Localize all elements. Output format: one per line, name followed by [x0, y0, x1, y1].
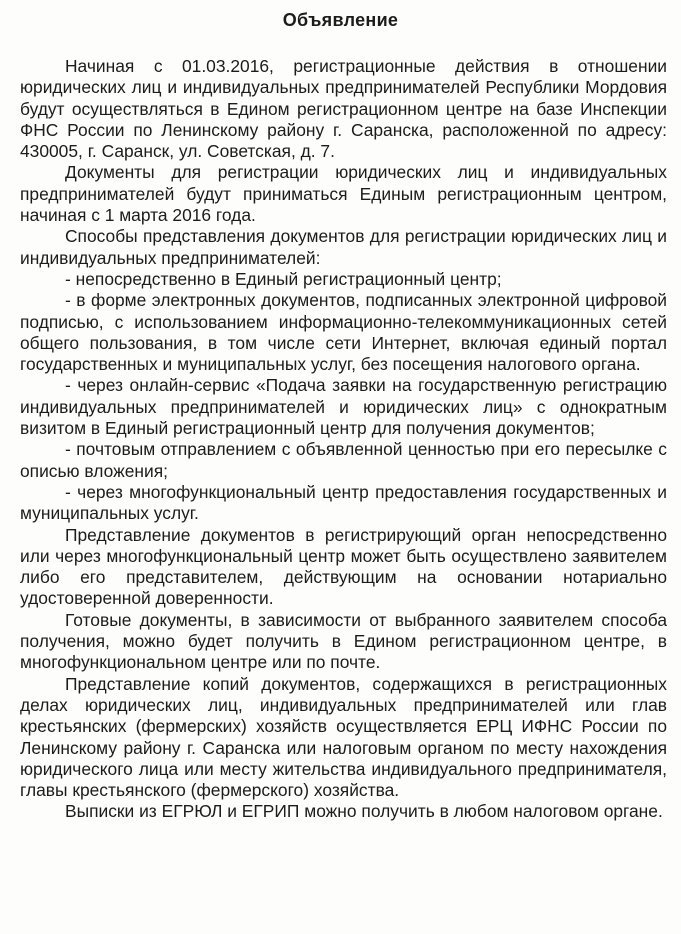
list-item-postal: - почтовым отправлением с объявленной ценностью при его пересылке с описью вложения;	[20, 439, 667, 481]
list-item-direct: - непосредственно в Единый регистрационный центр;	[65, 268, 502, 289]
paragraph-documents-acceptance: Документы для регистрации юридических лиц и индивидуальных предпринимателей будут приниматься Единым регистрационным центром, начиная с 1 марта 2016 года.	[20, 162, 667, 226]
paragraph-ready-documents: Готовые документы, в зависимости от выбранного заявителем способа получения, можно будет получить в Едином регистрационном центре, в многофункциональном центре или по почте.	[20, 609, 667, 673]
list-item-online-service: - через онлайн-сервис «Подача заявки на государственную регистрацию индивидуальных предпринимателей и юридических лиц» с однократным визитом в Единый регистрационный центр для получения документов;	[20, 375, 667, 439]
list-item-electronic: - в форме электронных документов, подписанных электронной цифровой подписью, с использованием информационно-телекоммуникационных сетей общего пользования, в том числе сети Интернет, включая единый портал государственных и муниципальных услуг, без посещения налогового органа.	[20, 290, 667, 375]
document-body	[20, 56, 667, 823]
paragraph-representation: Представление документов в регистрирующий орган непосредственно или через многофункциональный центр может быть осуществлено заявителем либо его представителем, действующим на основании нотариально удостоверенной доверенности.	[20, 524, 667, 609]
paragraph-copies: Представление копий документов, содержащихся в регистрационных делах юридических лиц, индивидуальных предпринимателей или глав крестьянских (фермерских) хозяйств осуществляется ЕРЦ ИФНС России по Ленинскому району г. Саранска или налоговым органом по месту нахождения юридического лица или месту жительства индивидуального предпринимателя, главы крестьянского (фермерского) хозяйства.	[20, 673, 667, 801]
paragraph-extracts: Выписки из ЕГРЮЛ и ЕГРИП можно получить в любом налоговом органе.	[65, 801, 663, 822]
paragraph-submission-methods: Способы представления документов для регистрации юридических лиц и индивидуальных предпринимателей:	[20, 226, 667, 268]
list-item-mfc: - через многофункциональный центр предоставления государственных и муниципальных услуг.	[20, 481, 667, 524]
paragraph-registration-start: Начиная с 01.03.2016, регистрационные действия в отношении юридических лиц и индивидуальных предпринимателей Республики Мордовия будут осуществляться в Едином регистрационном центре на базе Инспекции ФНС России по Ленинскому району г. Саранска, расположенной по адресу: 430005, г. Саранск, ул. Советская, д. 7.	[20, 56, 667, 162]
page-title: Объявление	[282, 10, 399, 30]
